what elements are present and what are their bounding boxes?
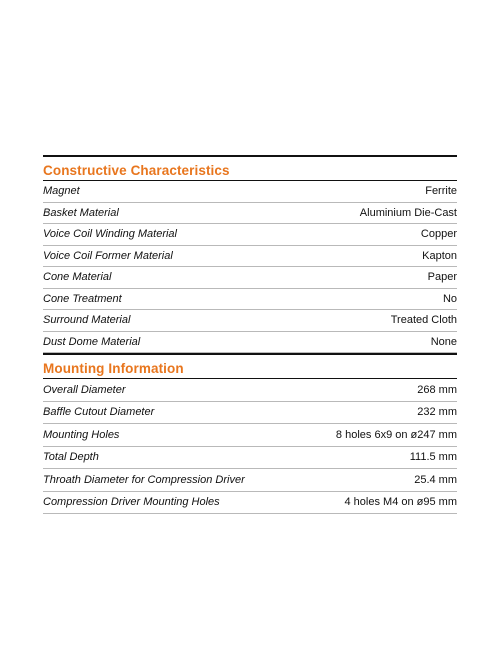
table-row <box>43 447 457 470</box>
table-row <box>43 267 457 289</box>
row-label: Throath Diameter for Compression Driver <box>43 473 245 486</box>
row-label: Surround Material <box>43 314 131 327</box>
row-value: 111.5 mm <box>409 451 457 464</box>
table-row <box>43 203 457 225</box>
table-row <box>43 379 457 402</box>
table-row <box>43 289 457 311</box>
row-value: None <box>430 335 457 348</box>
table-row <box>43 310 457 332</box>
section-title: Constructive Characteristics <box>43 163 230 178</box>
table-row <box>43 469 457 492</box>
constructive-table <box>43 181 457 353</box>
row-label: Magnet <box>43 185 80 198</box>
row-label: Compression Driver Mounting Holes <box>43 496 220 509</box>
row-label: Total Depth <box>43 451 99 464</box>
table-row <box>43 402 457 425</box>
row-value: 232 mm <box>417 406 457 419</box>
row-label: Dust Dome Material <box>43 335 141 348</box>
row-value: 268 mm <box>417 383 457 396</box>
row-label: Cone Treatment <box>43 292 122 305</box>
table-row <box>43 332 457 354</box>
row-value: Paper <box>427 271 457 284</box>
table-row <box>43 224 457 246</box>
table-row <box>43 181 457 203</box>
mounting-table <box>43 379 457 514</box>
row-value: 25.4 mm <box>414 473 457 486</box>
row-label: Basket Material <box>43 206 119 219</box>
row-value: No <box>442 292 457 305</box>
row-label: Cone Material <box>43 271 112 284</box>
table-row <box>43 246 457 268</box>
section-header-constructive <box>43 155 457 181</box>
row-value: Kapton <box>422 249 457 262</box>
row-value: 4 holes M4 on ø95 mm <box>344 496 457 509</box>
row-value: Ferrite <box>425 185 457 198</box>
table-row <box>43 492 457 515</box>
row-label: Voice Coil Former Material <box>43 249 173 262</box>
row-value: 8 holes 6x9 on ø247 mm <box>335 428 457 441</box>
row-label: Baffle Cutout Diameter <box>43 406 155 419</box>
row-label: Voice Coil Winding Material <box>43 228 177 241</box>
table-row <box>43 424 457 447</box>
row-label: Mounting Holes <box>43 428 120 441</box>
section-title: Mounting Information <box>43 361 184 376</box>
row-value: Aluminium Die-Cast <box>359 206 457 219</box>
row-label: Overall Diameter <box>43 383 126 396</box>
row-value: Copper <box>420 228 457 241</box>
section-header-mounting <box>43 353 457 379</box>
spec-sheet <box>43 155 457 514</box>
row-value: Treated Cloth <box>390 314 457 327</box>
